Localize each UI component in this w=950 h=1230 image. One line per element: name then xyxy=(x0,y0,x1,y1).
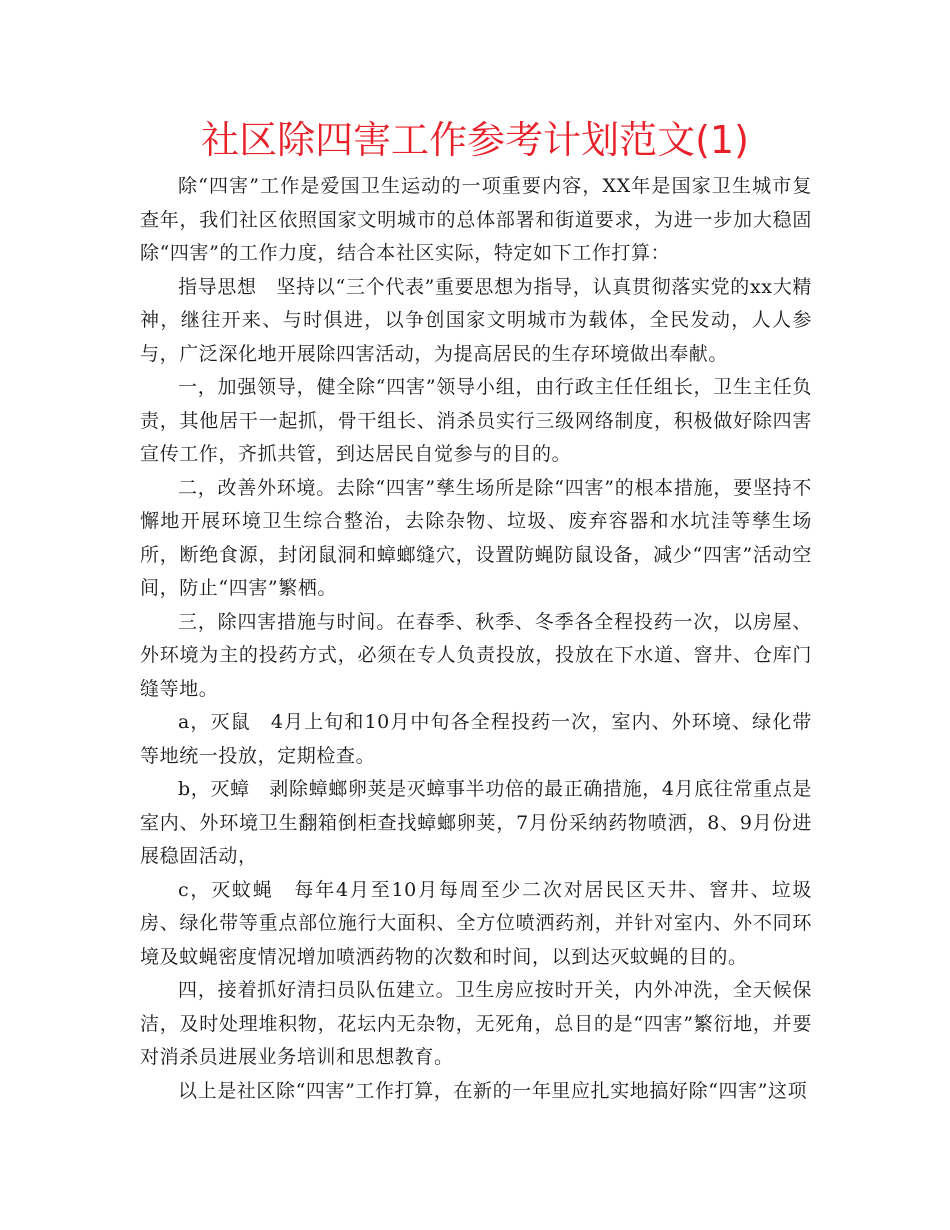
paragraph-intro: 除“四害”工作是爱国卫生运动的一项重要内容，XX年是国家卫生城市复查年，我们社区依照国家文明城市的总体部署和街道要求，为进一步加大稳固除“四害”的工作力度，结合本社区实际，特定如下工作打算： xyxy=(140,175,812,264)
paragraph-item-b: b，灭蟑 剥除蟑螂卵荚是灭蟑事半功倍的最正确措施，4月底往常重点是室内、外环境卫生翻箱倒柜查找蟑螂卵荚，7月份采纳药物喷洒，8、9月份进展稳固活动， xyxy=(140,778,812,867)
paragraph-item-c: c，灭蚊蝇 每年4月至10月每周至少二次对居民区天井、窨井、垃圾房、绿化带等重点部位施行大面积、全方位喷洒药剂，并针对室内、外不同环境及蚊蝇密度情况增加喷洒药物的次数和时间，以到达灭蚊蝇的目的。 xyxy=(140,878,812,968)
paragraph-item-a: a，灭鼠 4月上旬和10月中旬各全程投药一次，室内、外环境、绿化带等地统一投放，定期检查。 xyxy=(140,711,812,767)
paragraph-guiding-thought: 指导思想 坚持以“三个代表”重要思想为指导，认真贯彻落实党的xx大精神，继往开来、与时俱进，以争创国家文明城市为载体，全民发动，人人参与，广泛深化地开展除四害活动，为提高居民的生存环境做出奉献。 xyxy=(140,275,812,365)
paragraph-section-3: 三，除四害措施与时间。在春季、秋季、冬季各全程投药一次，以房屋、外环境为主的投药方式，必须在专人负责投放，投放在下水道、窨井、仓库门缝等地。 xyxy=(140,610,812,700)
document-body xyxy=(140,170,812,1108)
document-title: 社区除四害工作参考计划范文(1) xyxy=(201,118,749,162)
paragraph-section-2: 二，改善外环境。去除“四害”孳生场所是除“四害”的根本措施，要坚持不懈地开展环境卫生综合整治，去除杂物、垃圾、废弃容器和水坑洼等孳生场所，断绝食源，封闭鼠洞和蟑螂缝穴，设置防蝇防鼠设备，减少“四害”活动空间，防止“四害”繁栖。 xyxy=(140,476,812,599)
paragraph-conclusion: 以上是社区除“四害”工作打算，在新的一年里应扎实地搞好除“四害”这项 xyxy=(178,1079,808,1102)
paragraph-section-1: 一，加强领导，健全除“四害”领导小组，由行政主任任组长，卫生主任负责，其他居干一起抓，骨干组长、消杀员实行三级网络制度，积极做好除四害宣传工作，齐抓共管，到达居民自觉参与的目的。 xyxy=(140,376,812,465)
paragraph-section-4: 四，接着抓好清扫员队伍建立。卫生房应按时开关，内外冲洗，全天候保洁，及时处理堆积物，花坛内无杂物，无死角，总目的是“四害”繁衍地，并要对消杀员进展业务培训和思想教育。 xyxy=(140,979,812,1068)
